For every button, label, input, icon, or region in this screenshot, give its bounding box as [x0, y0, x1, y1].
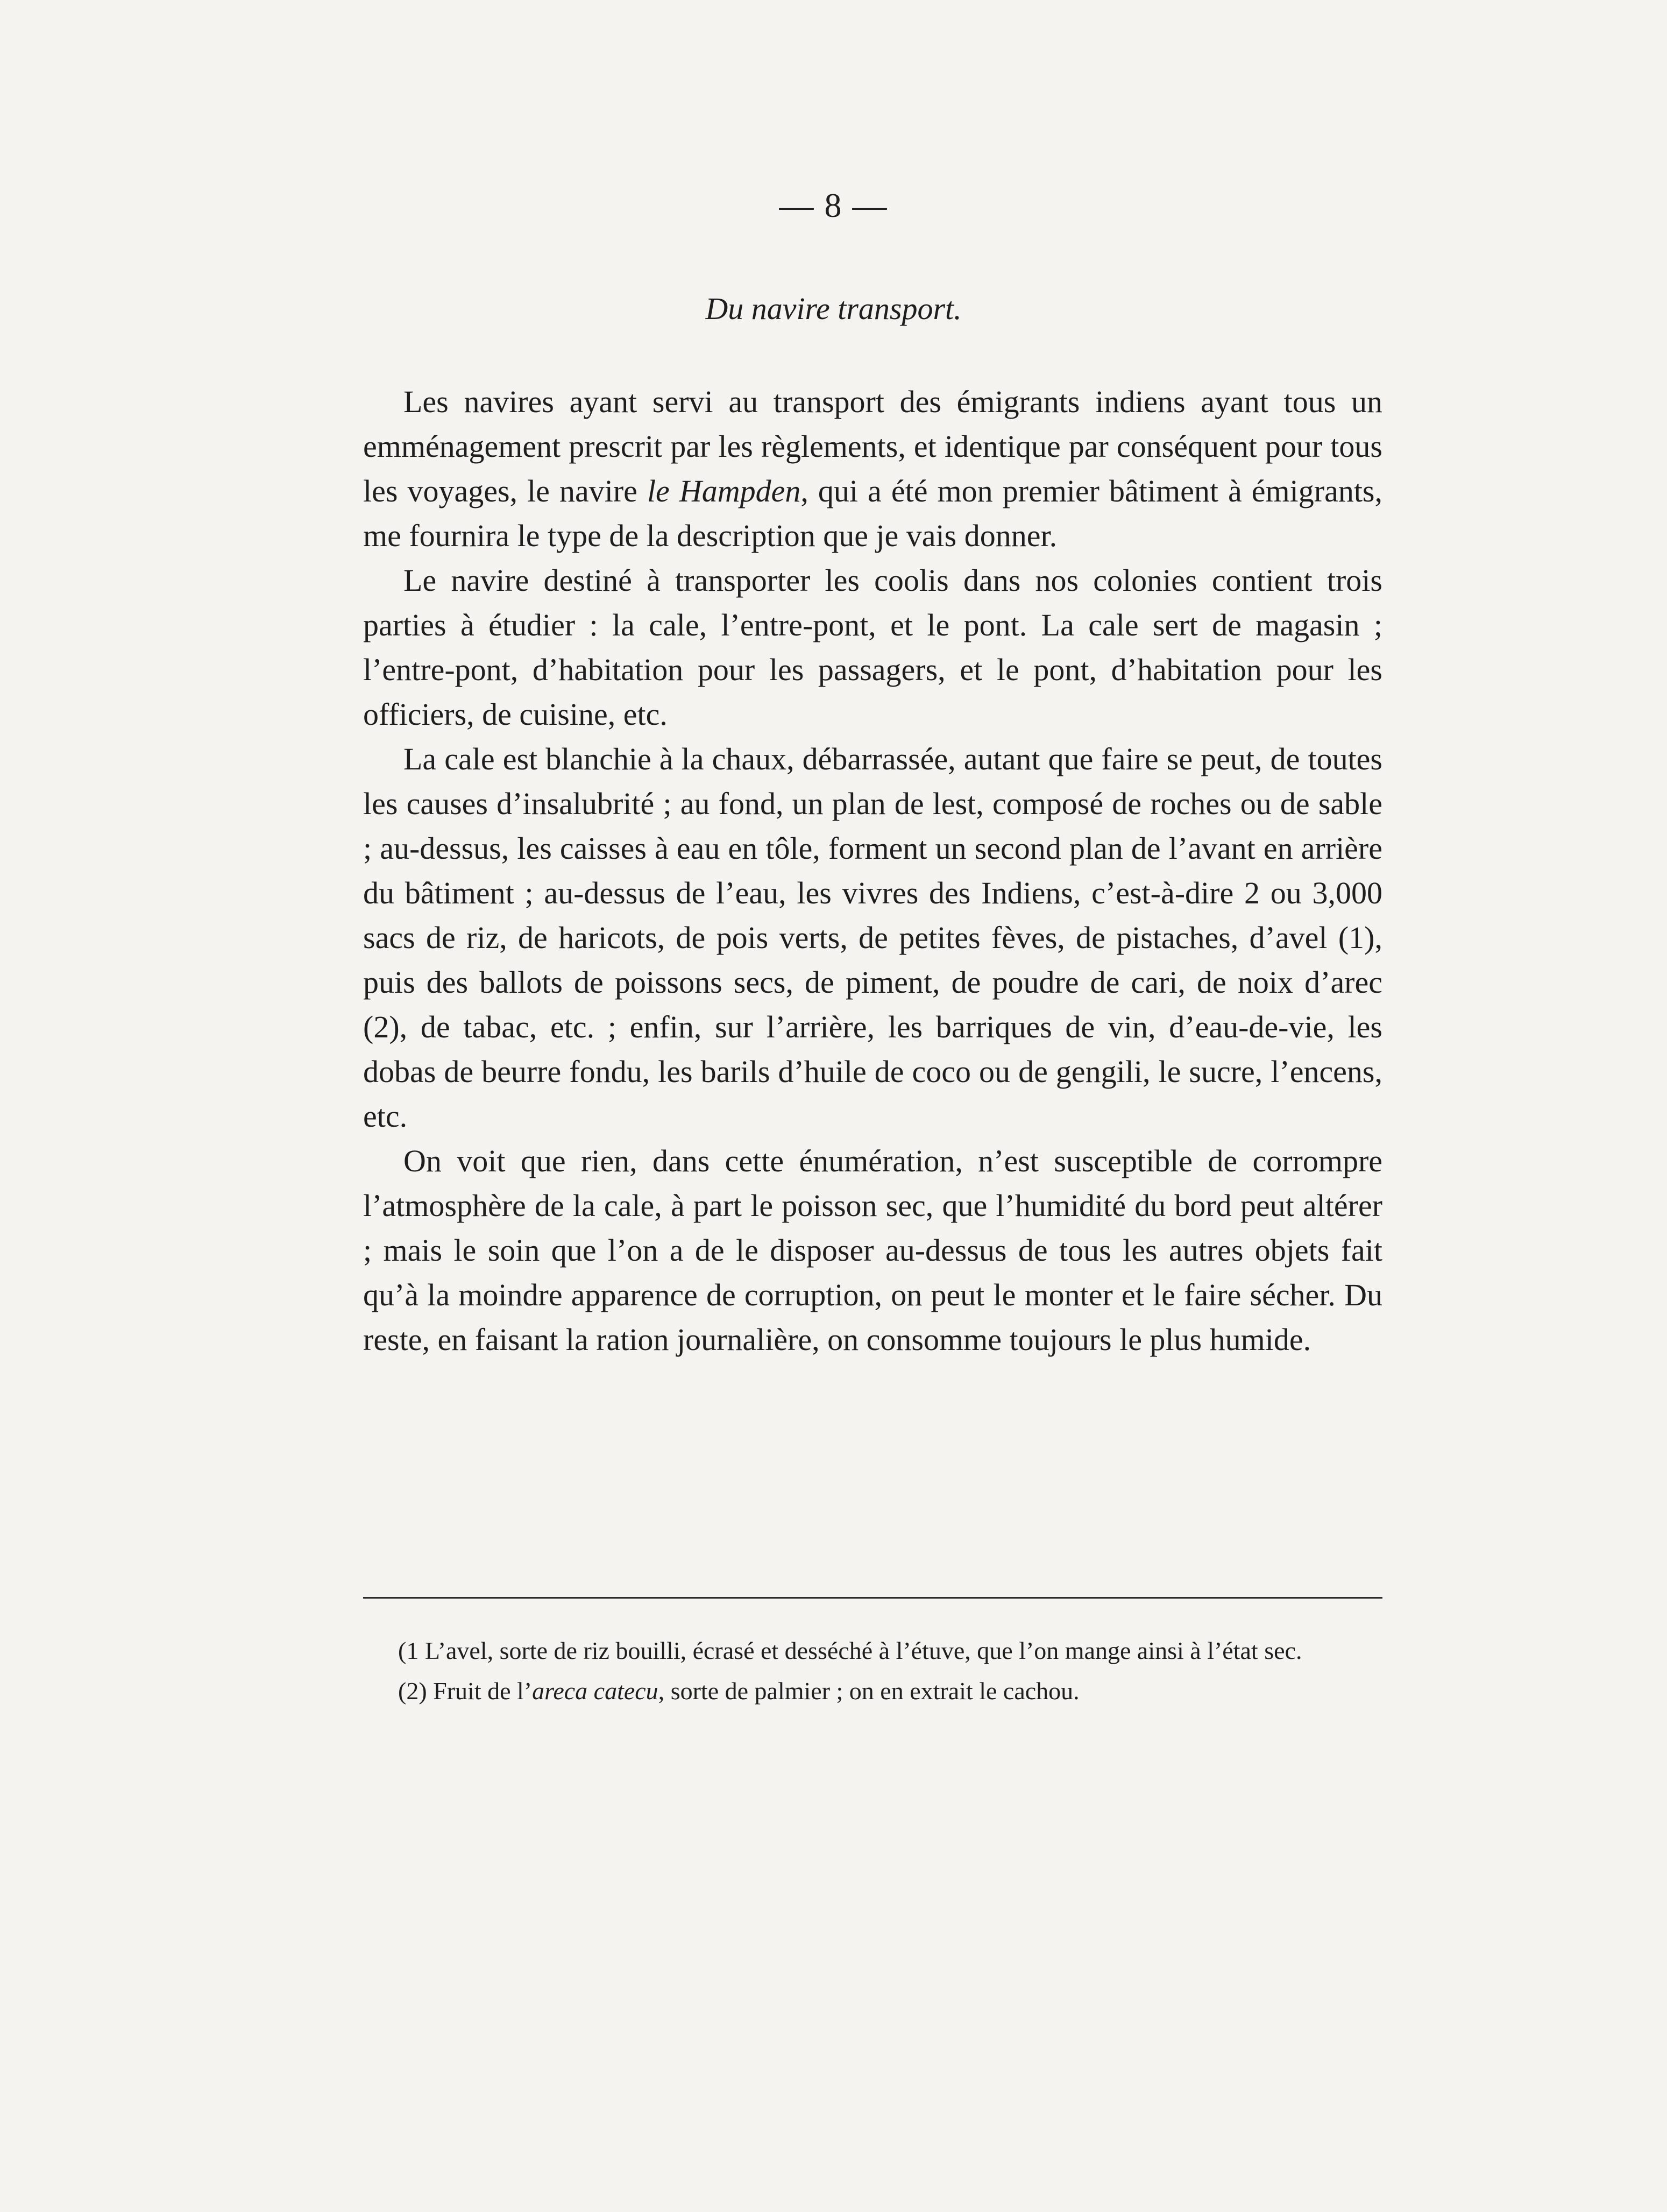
section-title: Du navire transport.: [705, 291, 962, 326]
page-number: — 8 —: [779, 186, 888, 224]
footnote-1: (1 L’avel, sorte de riz bouilli, écrasé et desséché à l’étuve, que l’on mange ainsi à l’état sec.: [398, 1637, 1302, 1664]
body-text: [363, 379, 1382, 1362]
footnote-2-after: , sorte de palmier ; on en extrait le cachou.: [658, 1677, 1080, 1705]
paragraph-4: On voit que rien, dans cette énumération, n’est susceptible de corrompre l’atmosphère de la cale, à part le poisson sec, que l’humidité du bord peut altérer ; mais le soin que l’on a de le disposer au-dessus de tous les autres objets fait qu’à la moindre apparence de corruption, on peut le monter et le faire sécher. Du reste, en faisant la ration journalière, on consomme toujours le plus humide.: [363, 1143, 1382, 1357]
footnote-2-latin: areca catecu: [532, 1677, 658, 1705]
footnote-divider: [363, 1597, 1382, 1599]
ship-name: le Hampden: [647, 474, 801, 508]
paragraph-1: [363, 379, 1382, 558]
paragraph-1-before: Les navires ayant servi au transport des émigrants indiens ayant tous un emménagement prescrit par les règlements, et identique par conséquent pour tous les voyages, le navire: [363, 384, 1382, 508]
footnote-2: [363, 1671, 1382, 1711]
footnotes: [363, 1630, 1382, 1711]
paragraph-2: Le navire destiné à transporter les coolis dans nos colonies contient trois parties à étudier : la cale, l’entre-pont, et le pont. La cale sert de magasin ; l’entre-pont, d’habitation pour les passagers, et le pont, d’habitation pour les officiers, de cuisine, etc.: [363, 563, 1382, 732]
paragraph-1-after: , qui a été mon premier bâtiment à émigrants, me fournira le type de la description que je vais donner.: [363, 474, 1383, 553]
paragraph-3: La cale est blanchie à la chaux, débarrassée, autant que faire se peut, de toutes les causes d’insalubrité ; au fond, un plan de lest, composé de roches ou de sable ; au-dessus, les caisses à eau en tôle, forment un second plan de l’avant en arrière du bâtiment ; au-dessus de l’eau, les vivres des Indiens, c’est-à-dire 2 ou 3,000 sacs de riz, de haricots, de pois verts, de petites fèves, de pistaches, d’avel (1), puis des ballots de poissons secs, de piment, de poudre de cari, de noix d’arec (2), de tabac, etc. ; enfin, sur l’arrière, les barriques de vin, d’eau-de-vie, les dobas de beurre fondu, les barils d’huile de coco ou de gengili, le sucre, l’encens, etc.: [363, 741, 1382, 1134]
footnote-2-before: (2) Fruit de l’: [398, 1677, 533, 1705]
